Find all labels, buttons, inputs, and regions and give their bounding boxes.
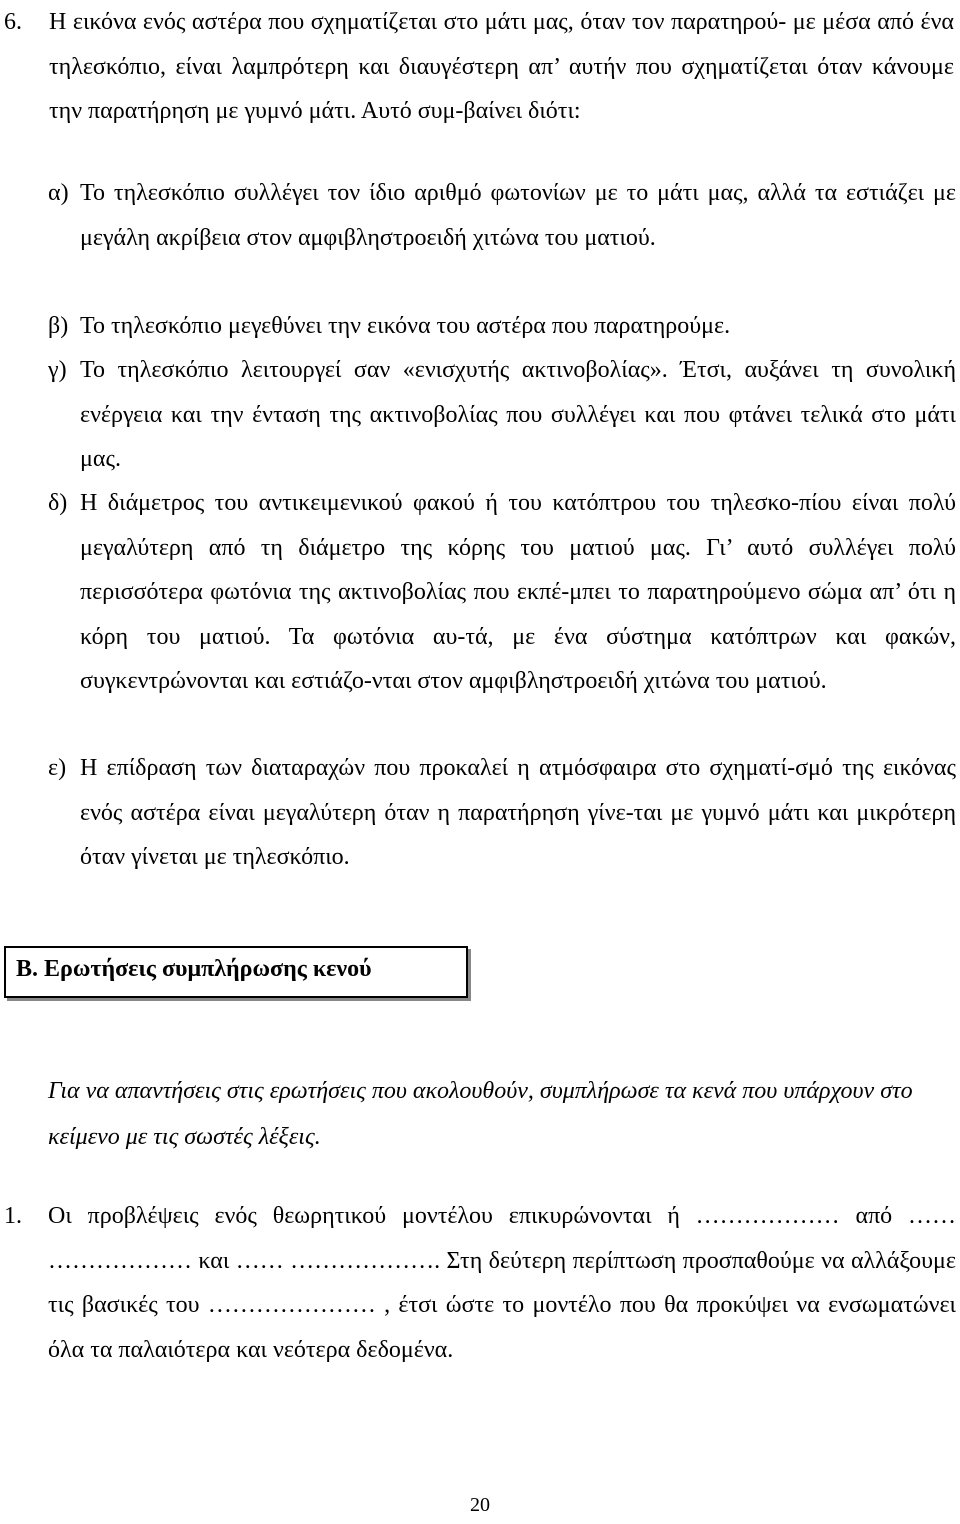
- option-label: α): [48, 180, 69, 206]
- option-label: γ): [48, 357, 67, 383]
- option-b: [48, 304, 956, 349]
- option-d: [48, 481, 956, 704]
- option-text: Το τηλεσκόπιο μεγεθύνει την εικόνα του αστέρα που παρατηρούμε.: [80, 313, 731, 339]
- section-b-title: Β. Ερωτήσεις συμπλήρωσης κενού: [16, 956, 372, 982]
- fill-in-item-1: [4, 1194, 956, 1372]
- section-b-heading-box: [4, 946, 468, 998]
- option-text: Η διάμετρος του αντικειμενικού φακού ή του κατόπτρου του τηλεσκο-πίου είναι πολύ μεγαλύτερη από τη διάμετρο της κόρης του ματιού μας. Γι’ αυτό συλλέγει πολύ περισσότερα φωτόνια της ακτινοβολίας που εκπέ-μπει το παρατηρούμενο σώμα απ’ ότι η κόρη του ματιού. Τα φωτόνια αυ-τά, με ένα σύστημα κατόπτρων και φακών, συγκεντρώνονται και εστιάζο-νται στον αμφιβληστροειδή χιτώνα του ματιού.: [80, 490, 956, 694]
- fill-in-instructions: Για να απαντήσεις στις ερωτήσεις που ακολουθούν, συμπλήρωσε τα κενά που υπάρχουν στο κείμενο με τις σωστές λέξεις.: [48, 1078, 913, 1150]
- option-e: [48, 746, 956, 880]
- question-6-intro: [4, 0, 954, 134]
- option-label: ε): [48, 755, 67, 781]
- question-text: με μέσα από ένα τηλεσκόπιο, είναι λαμπρότερη και διαυγέστερη απ’ αυτήν που σχηματίζεται όταν κάνουμε την παρατήρηση με γυμνό μάτι. Αυτό συμ-βαίνει διότι:: [49, 9, 954, 124]
- option-text: Το τηλεσκόπιο συλλέγει τον ίδιο αριθμό φωτονίων με το μάτι μας, αλλά τα εστιάζει με μεγάλη ακρίβεια στον αμφιβληστροειδή χιτώνα του ματιού.: [80, 180, 956, 251]
- option-a: [48, 171, 956, 260]
- option-text: Το τηλεσκόπιο λειτουργεί σαν «ενισχυτής ακτινοβολίας». Έτσι, αυξάνει τη συνολική ενέργεια και την ένταση της ακτινοβολίας που συλλέγει και που φτάνει τελικά στο μάτι μας.: [80, 357, 956, 472]
- option-c: [48, 348, 956, 482]
- question-number: 6.: [4, 9, 22, 35]
- item-number: 1.: [4, 1203, 22, 1229]
- option-label: β): [48, 313, 69, 339]
- option-label: δ): [48, 490, 68, 516]
- question-text-line1: Η εικόνα ενός αστέρα που σχηματίζεται στο μάτι μας, όταν τον παρατηρού-: [49, 9, 787, 35]
- page-number: 20: [470, 1494, 490, 1516]
- item-text: Οι προβλέψεις ενός θεωρητικού μοντέλου επικυρώνονται ή ……………… από …… ……………… και …… ………………. Στη δεύτερη περίπτωση προσπαθούμε να αλλάξουμε τις βασικές του ………………… , έτσι ώστε το μοντέλο που θα προκύψει να ενσωματώνει όλα τα παλαιότερα και νεότερα δεδομένα.: [48, 1203, 956, 1363]
- option-text: Η επίδραση των διαταραχών που προκαλεί η ατμόσφαιρα στο σχηματί-σμό της εικόνας ενός αστέρα είναι μεγαλύτερη όταν η παρατήρηση γίνε-ται με γυμνό μάτι και μικρότερη όταν γίνεται με τηλεσκόπιο.: [80, 755, 956, 870]
